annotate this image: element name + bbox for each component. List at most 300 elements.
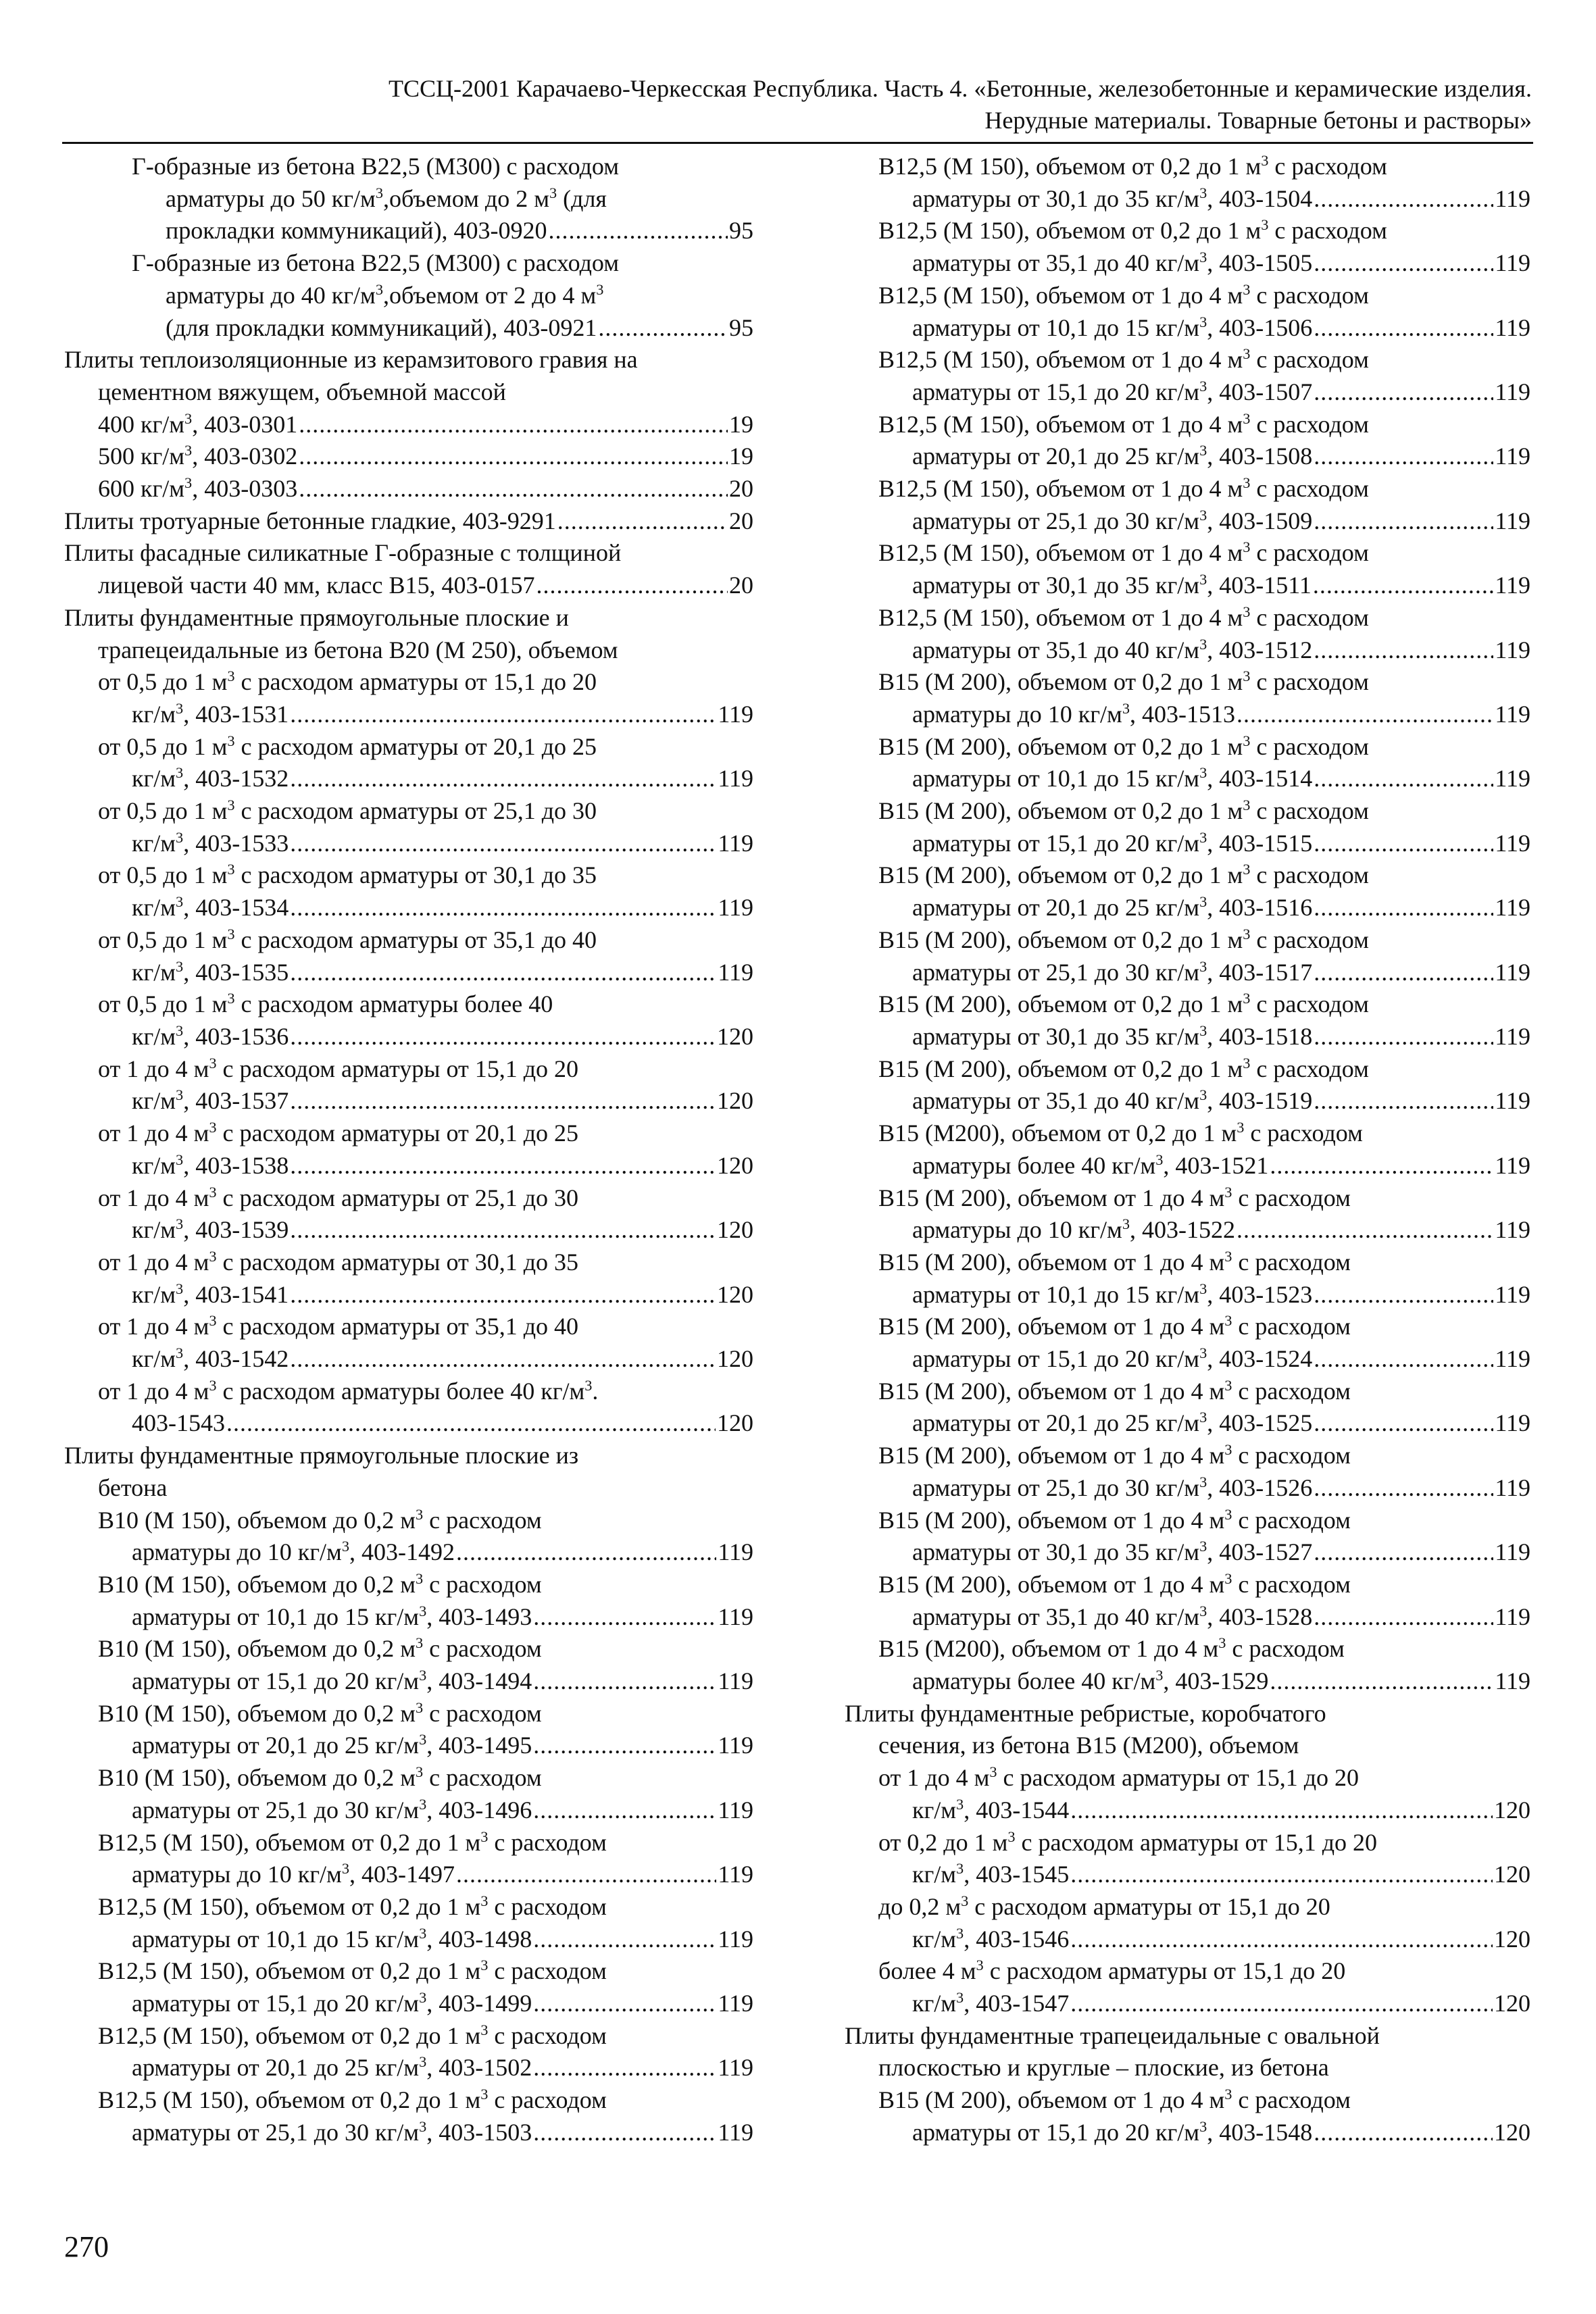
- dot-leader: [598, 312, 728, 345]
- index-entry: [845, 537, 1530, 601]
- entry-page-ref: 119: [718, 958, 753, 986]
- dot-leader: [290, 1214, 716, 1247]
- entry-page-ref: 119: [718, 700, 753, 728]
- dot-leader: [1270, 1665, 1493, 1698]
- header-rule: [62, 142, 1533, 144]
- entry-page-ref: 20: [729, 507, 753, 534]
- index-entry-line: [64, 2020, 753, 2053]
- dot-leader: [533, 1730, 716, 1762]
- entry-text: 500 $кг/м^3$, 403-0302: [98, 442, 298, 470]
- index-entry: [845, 2020, 1530, 2084]
- dot-leader: [1070, 1794, 1493, 1827]
- entry-text: $кг/м^3$, 403-1546: [912, 1924, 1070, 1953]
- index-entry-line: [845, 1150, 1530, 1182]
- dot-leader: [299, 441, 728, 473]
- entry-text: от 0,5 до 1 $м^3$ с расходом арматуры от 25,1 до 30: [98, 797, 597, 825]
- dot-leader: [1314, 892, 1493, 924]
- entry-page-ref: 119: [1495, 1345, 1530, 1373]
- entry-text: В12,5 (М 150), объемом от 1 до 4 $м^3$ с расходом: [878, 474, 1369, 503]
- entry-text: арматуры от 15,1 до 20 $кг/м^3$, 403-1507: [912, 377, 1313, 405]
- dot-leader: [1314, 1021, 1493, 1053]
- entry-page-ref: 119: [1495, 829, 1530, 857]
- dot-leader: [226, 1407, 716, 1440]
- dot-leader: [533, 1665, 716, 1698]
- index-entry-line: [64, 570, 753, 602]
- entry-text: В15 (М 200), объемом от 0,2 до 1 $м^3$ с расходом: [878, 990, 1369, 1018]
- index-entry-line: [845, 602, 1530, 634]
- index-entry: [845, 280, 1530, 344]
- entry-page-ref: 119: [718, 2118, 753, 2146]
- dot-leader: [1314, 1472, 1493, 1505]
- dot-leader: [1314, 2117, 1493, 2149]
- entry-text: Г-образные из бетона В22,5 (М300) с расходом: [132, 249, 620, 277]
- index-entry: [845, 473, 1530, 537]
- index-entry: [845, 1762, 1530, 1826]
- index-entry: [64, 2020, 753, 2084]
- index-entry-line: [845, 344, 1530, 376]
- index-entry-line: [845, 1923, 1530, 1956]
- entry-text: В15 (М 200), объемом от 1 до 4 $м^3$ с расходом: [878, 1376, 1351, 1405]
- index-entry-line: [64, 1601, 753, 1634]
- index-entry: [64, 2084, 753, 2148]
- index-entry: [64, 1505, 753, 1569]
- index-entry: [845, 1053, 1530, 1117]
- index-entry: [845, 1247, 1530, 1311]
- index-entry-line: [64, 1150, 753, 1182]
- entry-page-ref: 119: [1495, 443, 1530, 470]
- index-entry: [64, 1891, 753, 1955]
- entry-text: $кг/м^3$, 403-1547: [912, 1989, 1070, 2017]
- index-entry-line: [64, 312, 753, 345]
- index-entry-line: [845, 151, 1530, 183]
- entry-page-ref: 119: [1495, 572, 1530, 599]
- index-entry-line: [845, 1247, 1530, 1279]
- index-entry: [64, 151, 753, 247]
- index-entry-line: [64, 1827, 753, 1859]
- dot-leader: [533, 1923, 716, 1956]
- entry-text: от 1 до 4 $м^3$ с расходом арматуры от 20,1 до 25: [98, 1119, 579, 1147]
- index-entry-line: [64, 2052, 753, 2084]
- entry-text: Плиты фундаментные ребристые, коробчатого: [845, 1699, 1326, 1727]
- entry-text: $кг/м^3$, 403-1539: [132, 1215, 289, 1244]
- index-entry: [845, 1698, 1530, 1762]
- entry-text: плоскостью и круглые – плоские, из бетона: [878, 2054, 1329, 2082]
- dot-leader: [1314, 828, 1493, 860]
- index-entry: [64, 1376, 753, 1440]
- dot-leader: [1237, 1214, 1493, 1247]
- entry-text: арматуры от 35,1 до 40 $кг/м^3$, 403-1519: [912, 1086, 1313, 1115]
- index-entry-line: [64, 1665, 753, 1698]
- index-entry: [64, 795, 753, 859]
- index-entry: [845, 1827, 1530, 1891]
- entry-text: от 1 до 4 $м^3$ с расходом арматуры от 30,1 до 35: [98, 1247, 579, 1276]
- dot-leader: [1314, 376, 1493, 409]
- dot-leader: [1314, 957, 1493, 989]
- index-entry-line: [64, 1053, 753, 1086]
- entry-text: от 0,5 до 1 $м^3$ с расходом арматуры от 30,1 до 35: [98, 861, 597, 889]
- index-entry: [64, 1762, 753, 1826]
- entry-text: от 1 до 4 $м^3$ с расходом арматуры от 25,1 до 30: [98, 1183, 579, 1211]
- entry-page-ref: 120: [717, 1087, 753, 1115]
- entry-text: арматуры более 40 $кг/м^3$, 403-1521: [912, 1151, 1269, 1179]
- entry-text: арматуры от 10,1 до 15 $кг/м^3$, 403-1514: [912, 764, 1313, 793]
- index-entry: [845, 1376, 1530, 1440]
- entry-text: арматуры от 30,1 до 35 $кг/м^3$, 403-1504: [912, 184, 1313, 212]
- index-entry-line: [64, 731, 753, 763]
- index-entry-line: [64, 409, 753, 441]
- entry-page-ref: 120: [1494, 1861, 1530, 1888]
- index-entry-line: [845, 1794, 1530, 1827]
- dot-leader: [1314, 763, 1493, 795]
- entry-page-ref: 119: [1495, 378, 1530, 405]
- entry-page-ref: 119: [1495, 1474, 1530, 1501]
- dot-leader: [1270, 1150, 1493, 1182]
- index-entry-line: [64, 1343, 753, 1376]
- entry-text: В12,5 (М 150), объемом от 0,2 до 1 $м^3$ с расходом: [98, 2086, 607, 2114]
- index-entry: [64, 731, 753, 795]
- entry-page-ref: 119: [1495, 1151, 1530, 1179]
- index-entry-line: [845, 892, 1530, 924]
- entry-page-ref: 19: [729, 443, 753, 470]
- index-entry-line: [64, 1214, 753, 1247]
- entry-text: В15 (М 200), объемом от 1 до 4 $м^3$ с расходом: [878, 1183, 1351, 1211]
- entry-text: В10 (М 150), объемом до 0,2 $м^3$ с расходом: [98, 1699, 542, 1727]
- entry-text: В12,5 (М 150), объемом от 0,2 до 1 $м^3$ с расходом: [98, 1828, 607, 1856]
- dot-leader: [1314, 1536, 1493, 1569]
- index-entry: [845, 1569, 1530, 1633]
- index-entry-line: [845, 988, 1530, 1021]
- entry-text: арматуры до 10 $кг/м^3$, 403-1522: [912, 1215, 1235, 1244]
- dot-leader: [1314, 247, 1493, 280]
- entry-text: от 1 до 4 $м^3$ с расходом арматуры от 15,1 до 20: [878, 1763, 1360, 1792]
- dot-leader: [1314, 634, 1493, 667]
- entry-page-ref: 119: [1495, 958, 1530, 986]
- header-line-2: Нерудные материалы. Товарные бетоны и растворы»: [984, 107, 1532, 134]
- dot-leader: [299, 473, 728, 505]
- index-entry-line: [845, 1407, 1530, 1440]
- index-entry: [64, 344, 753, 408]
- entry-text: $кг/м^3$, 403-1533: [132, 828, 289, 857]
- entry-text: Плиты фундаментные прямоугольные плоские из: [64, 1442, 579, 1469]
- entry-text: В15 (М 200), объемом от 1 до 4 $м^3$ с расходом: [878, 2086, 1351, 2114]
- index-entry-line: [64, 957, 753, 989]
- index-entry: [845, 666, 1530, 730]
- entry-text: В15 (М 200), объемом от 0,2 до 1 $м^3$ с расходом: [878, 861, 1369, 889]
- index-entry-line: [845, 2117, 1530, 2149]
- entry-page-ref: 120: [1494, 1796, 1530, 1823]
- index-entry-line: [845, 215, 1530, 247]
- index-entry: [64, 1053, 753, 1117]
- entry-text: арматуры до 50 $кг/м^3,объемом$ до 2 $м^3$ (для: [166, 184, 607, 212]
- index-entry-line: [64, 280, 753, 312]
- entry-text: (для прокладки коммуникаций), 403-0921: [166, 313, 597, 341]
- entry-page-ref: 119: [1495, 1603, 1530, 1630]
- index-entry: [64, 1247, 753, 1311]
- index-entry-line: [64, 1698, 753, 1730]
- entry-text: арматуры от 20,1 до 25 $кг/м^3$, 403-1502: [132, 2053, 532, 2082]
- entry-text: В10 (М 150), объемом до 0,2 $м^3$ с расходом: [98, 1569, 542, 1598]
- dot-leader: [1314, 1343, 1493, 1376]
- entry-text: $кг/м^3$, 403-1538: [132, 1151, 289, 1179]
- index-entry: [845, 924, 1530, 988]
- index-entry-line: [845, 409, 1530, 441]
- entry-text: арматуры от 10,1 до 15 $кг/м^3$, 403-1493: [132, 1602, 532, 1630]
- index-entry: [64, 1569, 753, 1633]
- index-entry: [64, 409, 753, 441]
- index-entry: [64, 1633, 753, 1697]
- index-entry: [845, 151, 1530, 215]
- entry-text: арматуры от 10,1 до 15 $кг/м^3$, 403-1498: [132, 1924, 532, 1953]
- entry-text: В12,5 (М 150), объемом от 1 до 4 $м^3$ с расходом: [878, 345, 1369, 374]
- index-entry: [64, 505, 753, 538]
- entry-text: арматуры от 20,1 до 25 $кг/м^3$, 403-1516: [912, 893, 1313, 922]
- entry-text: от 0,5 до 1 $м^3$ с расходом арматуры от 20,1 до 25: [98, 732, 597, 760]
- index-entry-line: [845, 473, 1530, 505]
- dot-leader: [557, 505, 728, 538]
- index-entry-line: [845, 1988, 1530, 2020]
- index-entry-line: [845, 1311, 1530, 1343]
- index-entry-line: [64, 1085, 753, 1117]
- index-entry-line: [64, 2117, 753, 2149]
- entry-page-ref: 120: [1494, 1990, 1530, 2017]
- entry-page-ref: 119: [1495, 1022, 1530, 1050]
- entry-text: Плиты фундаментные трапецеидальные с овальной: [845, 2021, 1380, 2049]
- entry-text: арматуры от 25,1 до 30 $кг/м^3$, 403-1517: [912, 957, 1313, 986]
- index-entry-line: [845, 2084, 1530, 2117]
- index-entry-line: [64, 892, 753, 924]
- dot-leader: [1070, 1859, 1493, 1891]
- index-entry-line: [845, 1730, 1530, 1762]
- entry-text: В12,5 (М 150), объемом от 1 до 4 $м^3$ с расходом: [878, 409, 1369, 438]
- entry-text: Плиты фундаментные прямоугольные плоские и: [64, 603, 569, 631]
- index-entry: [64, 1955, 753, 2019]
- entry-page-ref: 119: [718, 765, 753, 793]
- entry-text: арматуры до 40 $кг/м^3,объемом$ от 2 до 4 $м^3$: [166, 280, 604, 309]
- index-entry-line: [845, 957, 1530, 989]
- entry-page-ref: 119: [718, 1796, 753, 1823]
- entry-text: арматуры от 15,1 до 20 $кг/м^3$, 403-1515: [912, 828, 1313, 857]
- entry-text: $кг/м^3$, 403-1544: [912, 1795, 1070, 1823]
- dot-leader: [456, 1859, 716, 1891]
- entry-text: В12,5 (М 150), объемом от 0,2 до 1 $м^3$ с расходом: [878, 216, 1387, 245]
- index-entry-line: [845, 1343, 1530, 1376]
- index-entry-line: [64, 1633, 753, 1665]
- entry-text: арматуры от 15,1 до 20 $кг/м^3$, 403-1548: [912, 2117, 1313, 2146]
- dot-leader: [533, 2052, 716, 2084]
- index-entry-line: [845, 699, 1530, 731]
- index-entry: [64, 666, 753, 730]
- entry-text: $кг/м^3$, 403-1535: [132, 957, 289, 986]
- entry-text: $кг/м^3$, 403-1532: [132, 764, 289, 793]
- entry-page-ref: 119: [718, 1732, 753, 1759]
- entry-page-ref: 119: [718, 2054, 753, 2082]
- entry-page-ref: 120: [1494, 2118, 1530, 2146]
- entry-text: В10 (М 150), объемом до 0,2 $м^3$ с расходом: [98, 1505, 542, 1534]
- entry-text: арматуры до 10 $кг/м^3$, 403-1497: [132, 1860, 455, 1888]
- index-entry-line: [845, 1601, 1530, 1634]
- dot-leader: [1237, 699, 1493, 731]
- index-entry-line: [64, 666, 753, 699]
- index-entry-line: [845, 1376, 1530, 1408]
- index-entry: [845, 795, 1530, 859]
- index-entry-line: [845, 280, 1530, 312]
- index-entry-line: [64, 473, 753, 505]
- index-entry-line: [845, 2020, 1530, 2053]
- entry-text: арматуры до 10 $кг/м^3$, 403-1513: [912, 699, 1235, 728]
- index-entry-line: [64, 1505, 753, 1537]
- entry-text: арматуры от 15,1 до 20 $кг/м^3$, 403-1499: [132, 1989, 532, 2017]
- dot-leader: [533, 1794, 716, 1827]
- index-entry-line: [845, 537, 1530, 570]
- entry-text: от 0,5 до 1 $м^3$ с расходом арматуры от 15,1 до 20: [98, 668, 597, 696]
- dot-leader: [533, 1601, 716, 1634]
- index-entry-line: [845, 795, 1530, 828]
- dot-leader: [1314, 505, 1493, 538]
- entry-text: В15 (М 200), объемом от 0,2 до 1 $м^3$ с расходом: [878, 1054, 1369, 1082]
- index-entry-line: [845, 1053, 1530, 1086]
- index-entry-line: [64, 1247, 753, 1279]
- index-entry-line: [64, 859, 753, 892]
- entry-text: от 0,5 до 1 $м^3$ с расходом арматуры более 40: [98, 990, 553, 1018]
- index-entry-line: [64, 505, 753, 538]
- index-entry-line: [845, 1665, 1530, 1698]
- header-line-1: ТССЦ-2001 Карачаево-Черкесская Республика. Часть 4. «Бетонные, железобетонные и керамические изделия.: [388, 75, 1532, 102]
- entry-text: прокладки коммуникаций), 403-0920: [166, 217, 547, 245]
- index-column-left: [64, 151, 753, 2149]
- entry-page-ref: 119: [718, 829, 753, 857]
- index-entry: [64, 537, 753, 601]
- dot-leader: [1314, 183, 1493, 216]
- entry-text: В15 (М 200), объемом от 0,2 до 1 $м^3$ с расходом: [878, 668, 1369, 696]
- entry-text: В12,5 (М 150), объемом от 0,2 до 1 $м^3$ с расходом: [98, 1957, 607, 1985]
- entry-text: арматуры более 40 $кг/м^3$, 403-1529: [912, 1667, 1269, 1695]
- index-entry-line: [64, 1859, 753, 1891]
- index-entry-line: [64, 1536, 753, 1569]
- entry-page-ref: 119: [1495, 1667, 1530, 1695]
- entry-text: арматуры от 20,1 до 25 $кг/м^3$, 403-1525: [912, 1409, 1313, 1437]
- index-entry-line: [64, 247, 753, 280]
- entry-text: В12,5 (М 150), объемом от 1 до 4 $м^3$ с расходом: [878, 538, 1369, 567]
- entry-text: $кг/м^3$, 403-1541: [132, 1280, 289, 1308]
- index-entry-line: [845, 441, 1530, 473]
- index-entry-line: [64, 1891, 753, 1923]
- entry-text: арматуры от 35,1 до 40 $кг/м^3$, 403-1528: [912, 1602, 1313, 1630]
- index-entry-line: [845, 1569, 1530, 1601]
- entry-text: $кг/м^3$, 403-1537: [132, 1086, 289, 1115]
- index-entry-line: [845, 1182, 1530, 1215]
- index-entry: [845, 602, 1530, 666]
- index-entry-line: [845, 1762, 1530, 1794]
- entry-text: лицевой части 40 мм, класс В15, 403-0157: [98, 572, 535, 599]
- entry-page-ref: 120: [717, 1022, 753, 1050]
- index-entry-line: [64, 1988, 753, 2020]
- index-entry: [64, 1117, 753, 1182]
- entry-text: В12,5 (М 150), объемом от 0,2 до 1 $м^3$ с расходом: [98, 2021, 607, 2049]
- index-entry-line: [845, 1859, 1530, 1891]
- entry-page-ref: 119: [718, 1861, 753, 1888]
- entry-text: от 1 до 4 $м^3$ с расходом арматуры от 35,1 до 40: [98, 1312, 579, 1340]
- index-entry-line: [64, 1762, 753, 1794]
- index-entry: [845, 731, 1530, 795]
- index-entry-line: [64, 537, 753, 570]
- entry-text: арматуры от 10,1 до 15 $кг/м^3$, 403-1523: [912, 1280, 1313, 1308]
- entry-text: арматуры от 15,1 до 20 $кг/м^3$, 403-1524: [912, 1344, 1313, 1373]
- index-entry-line: [64, 988, 753, 1021]
- index-entry-line: [64, 795, 753, 828]
- entry-text: от 1 до 4 $м^3$ с расходом арматуры от 15,1 до 20: [98, 1054, 579, 1082]
- entry-text: бетона: [98, 1474, 168, 1501]
- index-entry-line: [64, 634, 753, 667]
- index-entry-line: [64, 1117, 753, 1150]
- entry-page-ref: 20: [729, 475, 753, 503]
- entry-text: арматуры от 20,1 до 25 $кг/м^3$, 403-1508: [912, 442, 1313, 470]
- index-entry: [845, 988, 1530, 1053]
- index-entry-line: [845, 183, 1530, 216]
- entry-text: В15 (М 200), объемом от 1 до 4 $м^3$ с расходом: [878, 1441, 1351, 1469]
- index-entry: [845, 215, 1530, 279]
- index-entry-line: [845, 731, 1530, 763]
- entry-text: от 1 до 4 $м^3$ с расходом арматуры более 40 $кг/м^3$.: [98, 1376, 599, 1405]
- entry-text: сечения, из бетона В15 (М200), объемом: [878, 1732, 1299, 1759]
- index-entry-line: [845, 2052, 1530, 2084]
- index-entry-line: [64, 376, 753, 409]
- entry-text: $кг/м^3$, 403-1536: [132, 1022, 289, 1050]
- entry-page-ref: 119: [1495, 1087, 1530, 1115]
- index-entry-line: [845, 859, 1530, 892]
- index-entry-line: [845, 1827, 1530, 1859]
- entry-text: В15 (М 200), объемом от 0,2 до 1 $м^3$ с расходом: [878, 925, 1369, 953]
- dot-leader: [1313, 570, 1493, 602]
- index-entry: [64, 1698, 753, 1762]
- entry-text: арматуры от 30,1 до 35 $кг/м^3$, 403-1527: [912, 1538, 1313, 1566]
- entry-page-ref: 119: [1495, 1409, 1530, 1437]
- entry-text: арматуры от 20,1 до 25 $кг/м^3$, 403-1495: [132, 1731, 532, 1759]
- index-entry-line: [64, 1472, 753, 1505]
- page-number: 270: [64, 2230, 109, 2263]
- dot-leader: [290, 1279, 716, 1311]
- index-entry-line: [64, 1311, 753, 1343]
- running-header: [64, 73, 1532, 136]
- index-entry-line: [64, 1923, 753, 1956]
- entry-page-ref: 119: [718, 1603, 753, 1630]
- index-entry: [64, 441, 753, 473]
- index-entry-line: [845, 828, 1530, 860]
- dot-leader: [290, 1343, 716, 1376]
- index-entry: [64, 1311, 753, 1375]
- index-entry-line: [845, 376, 1530, 409]
- entry-text: арматуры от 35,1 до 40 $кг/м^3$, 403-1505: [912, 249, 1313, 277]
- entry-text: В12,5 (М 150), объемом от 0,2 до 1 $м^3$ с расходом: [878, 152, 1387, 180]
- entry-page-ref: 119: [1495, 894, 1530, 922]
- index-entry-line: [64, 1407, 753, 1440]
- dot-leader: [299, 409, 728, 441]
- entry-page-ref: 119: [718, 1538, 753, 1566]
- entry-page-ref: 119: [1495, 636, 1530, 663]
- index-entry: [845, 344, 1530, 408]
- index-entry: [64, 988, 753, 1053]
- dot-leader: [290, 892, 716, 924]
- index-entry-line: [845, 1021, 1530, 1053]
- dot-leader: [533, 2117, 716, 2149]
- entry-page-ref: 119: [1495, 1538, 1530, 1566]
- index-entry-line: [64, 215, 753, 247]
- entry-text: $кг/м^3$, 403-1545: [912, 1860, 1070, 1888]
- entry-text: В15 (М 200), объемом от 1 до 4 $м^3$ с расходом: [878, 1247, 1351, 1276]
- entry-text: арматуры до 10 $кг/м^3$, 403-1492: [132, 1538, 455, 1566]
- dot-leader: [290, 1085, 716, 1117]
- index-entry-line: [64, 1955, 753, 1988]
- entry-text: цементном вяжущем, объемной массой: [98, 378, 506, 405]
